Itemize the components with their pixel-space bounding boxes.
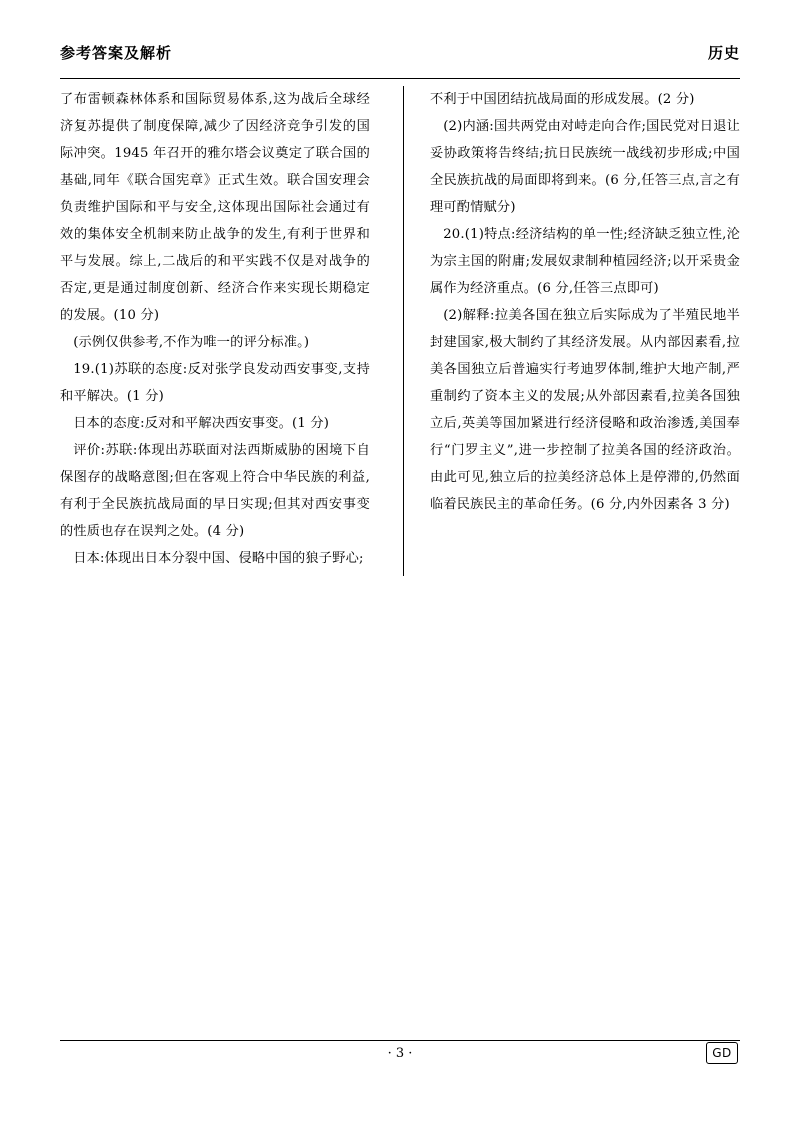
paragraph: 日本的态度:反对和平解决西安事变。(1 分) <box>73 416 330 431</box>
paragraph: (2)内涵:国共两党由对峙走向合作;国民党对日退让妥协政策将告终结;抗日民族统一战线初步形成;中国全民族抗战的局面即将到来。(6 分,任答三点,言之有理可酌情赋分) <box>430 119 740 215</box>
content-columns <box>60 86 740 586</box>
paragraph: 评价:苏联:体现出苏联面对法西斯威胁的困境下自保图存的战略意图;但在客观上符合中华民族的利益,有利于全民族抗战局面的早日实现;但其对西安事变的性质也存在误判之处。(4 分) <box>60 443 370 539</box>
paragraph: 20.(1)特点:经济结构的单一性;经济缺乏独立性,沦为宗主国的附庸;发展奴隶制种植园经济;以开采贵金属作为经济重点。(6 分,任答三点即可) <box>430 227 740 296</box>
gd-badge: GD <box>706 1042 738 1064</box>
page-number: · 3 · <box>387 1046 413 1061</box>
footer-divider <box>60 1040 740 1041</box>
column-divider <box>403 86 404 576</box>
paragraph: 日本:体现出日本分裂中国、侵略中国的狼子野心; <box>73 551 364 566</box>
left-column <box>60 86 370 572</box>
header-title-left: 参考答案及解析 <box>60 44 173 62</box>
header-subject-right: 历史 <box>707 44 740 62</box>
paragraph: (示例仅供参考,不作为唯一的评分标准。) <box>73 335 310 350</box>
paragraph: 了布雷顿森林体系和国际贸易体系,这为战后全球经济复苏提供了制度保障,减少了因经济竞争引发的国际冲突。1945 年召开的雅尔塔会议奠定了联合国的基础,同年《联合国宪章》正式生效。联合国安理会负责维护国际和平与安全,这体现出国际社会通过有效的集体安全机制来防止战争的发生,有利于世界和平与发展。综上,二战后的和平实践不仅是对战争的否定,更是通过制度创新、经济合作来实现长期稳定的发展。(10 分) <box>60 92 370 323</box>
page-header <box>60 42 740 70</box>
paragraph: 19.(1)苏联的态度:反对张学良发动西安事变,支持和平解决。(1 分) <box>60 362 370 404</box>
paragraph: 不利于中国团结抗战局面的形成发展。(2 分) <box>430 92 695 107</box>
right-column <box>430 86 740 518</box>
header-divider <box>60 78 740 79</box>
paragraph: (2)解释:拉美各国在独立后实际成为了半殖民地半封建国家,极大制约了其经济发展。从内部因素看,拉美各国独立后普遍实行考迪罗体制,维护大地产制,严重制约了资本主义的发展;从外部因素看,拉美各国独立后,英美等国加紧进行经济侵略和政治渗透,美国奉行“门罗主义”,进一步控制了拉美各国的经济政治。由此可见,独立后的拉美经济总体上是停滞的,仍然面临着民族民主的革命任务。(6 分,内外因素各 3 分) <box>430 308 740 512</box>
